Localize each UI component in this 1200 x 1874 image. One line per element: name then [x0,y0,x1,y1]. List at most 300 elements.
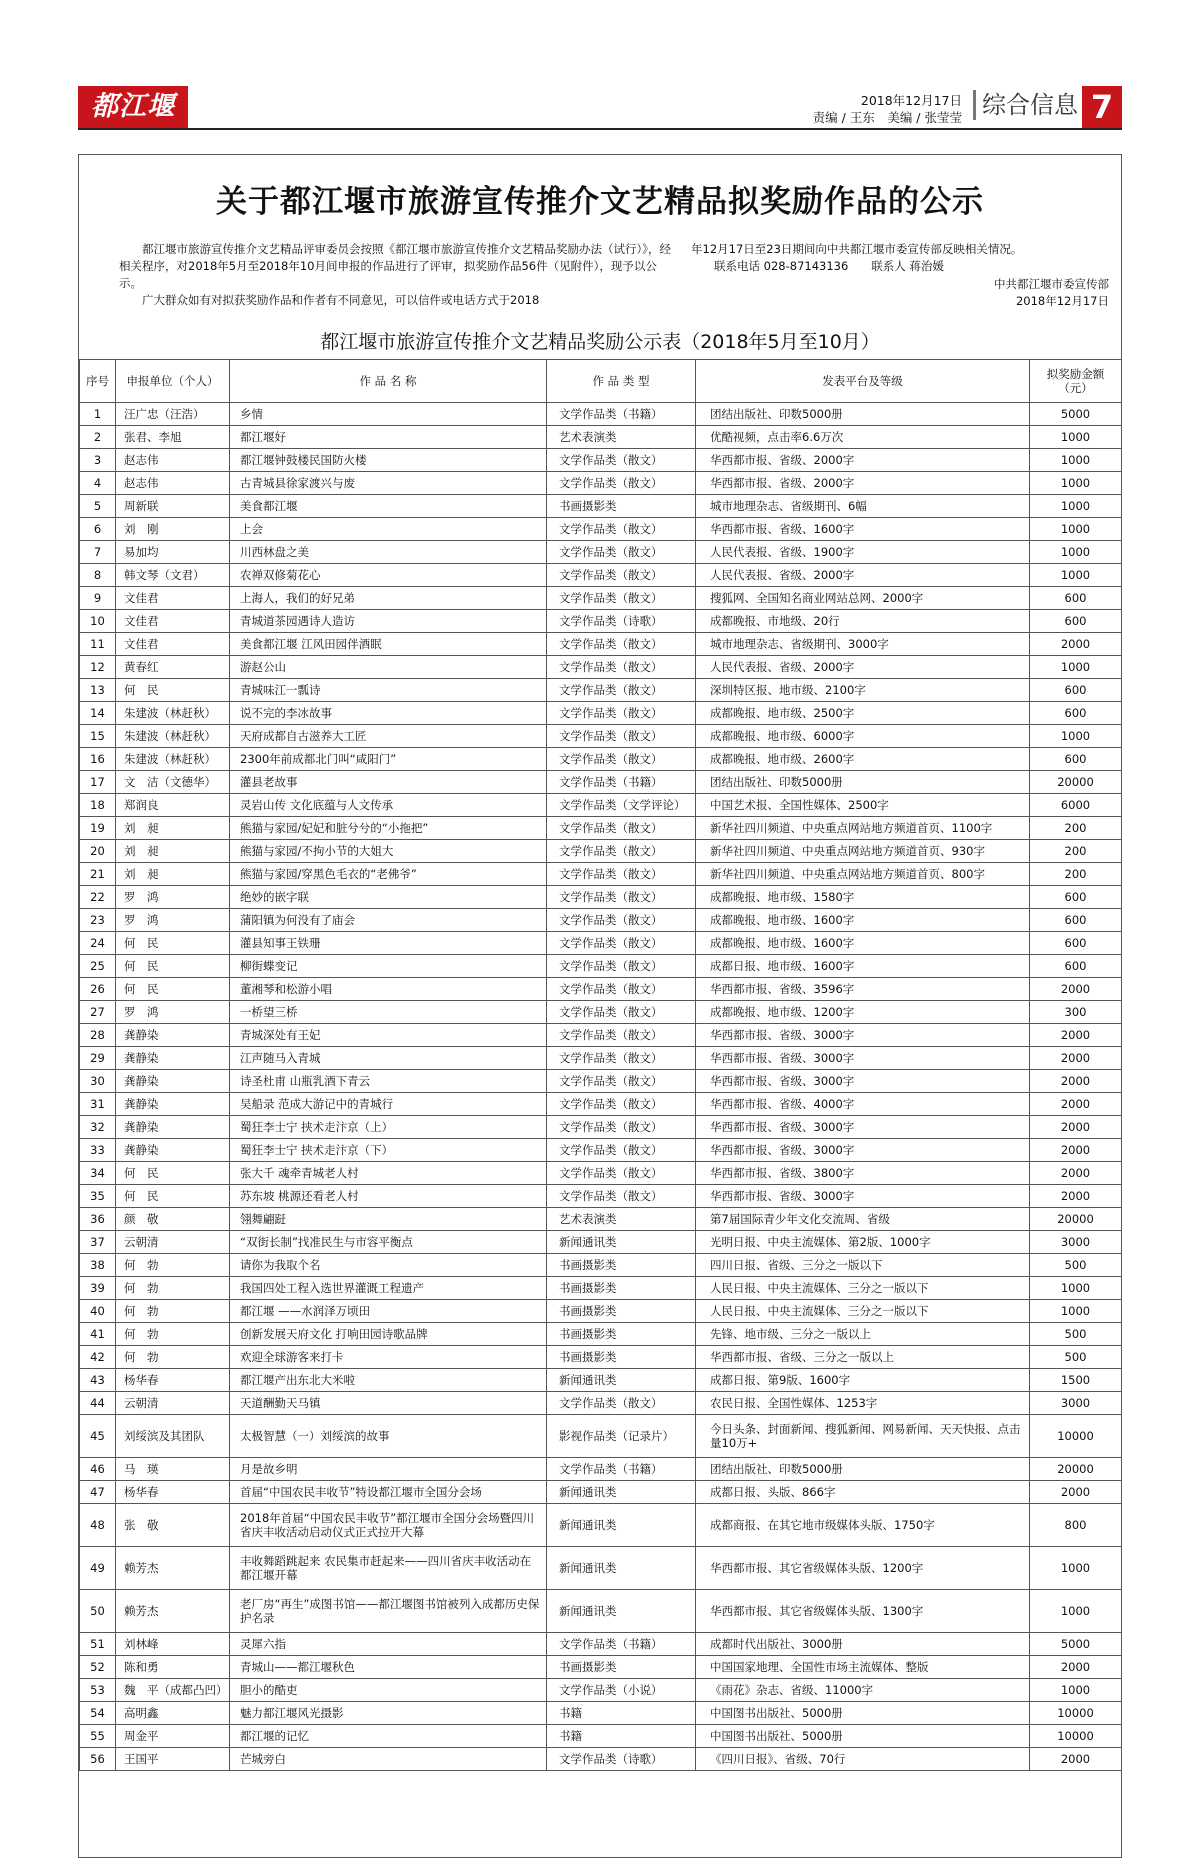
cell-no: 29 [80,1047,116,1070]
header-amount: 拟奖励金额（元） [1030,360,1122,403]
cell-platform: 人民日报、中央主流媒体、三分之一版以下 [696,1277,1030,1300]
cell-platform: 城市地理杂志、省级期刊、3000字 [696,633,1030,656]
cell-amount: 1000 [1030,495,1122,518]
cell-platform: 城市地理杂志、省级期刊、6幅 [696,495,1030,518]
cell-work: 胆小的酷吏 [230,1679,547,1702]
cell-no: 7 [80,541,116,564]
cell-no: 53 [80,1679,116,1702]
cell-type: 书画摄影类 [547,1277,696,1300]
cell-work: 吴船录 范成大游记中的青城行 [230,1093,547,1116]
cell-type: 文学作品类（书籍） [547,771,696,794]
cell-platform: 农民日报、全国性媒体、1253字 [696,1392,1030,1415]
cell-amount: 2000 [1030,1481,1122,1504]
signature-date: 2018年12月17日 [1015,294,1109,308]
cell-unit: 罗 鸿 [116,909,230,932]
table-title: 都江堰市旅游宣传推介文艺精品奖励公示表（2018年5月至10月） [320,331,880,353]
cell-work: 首届“中国农民丰收节”特设都江堰市全国分会场 [230,1481,547,1504]
table-row [80,1346,1122,1369]
cell-platform: 中国国家地理、全国性市场主流媒体、整版 [696,1656,1030,1679]
cell-amount: 1000 [1030,725,1122,748]
masthead [78,86,1122,164]
cell-type: 文学作品类（散文） [547,1001,696,1024]
cell-platform: 成都晚报、地市级、2500字 [696,702,1030,725]
cell-work: 诗圣杜甫 山瓶乳酒下青云 [230,1070,547,1093]
cell-work: 都江堰的记忆 [230,1725,547,1748]
cell-platform: 先锋、地市级、三分之一版以上 [696,1323,1030,1346]
cell-unit: 张君、李旭 [116,426,230,449]
cell-no: 14 [80,702,116,725]
table-row [80,610,1122,633]
cell-unit: 龚静染 [116,1024,230,1047]
cell-unit: 魏 平（成都凸凹） [116,1679,230,1702]
page-number: 7 [1082,86,1122,128]
intro-left-column [119,241,679,309]
cell-unit: 周金平 [116,1725,230,1748]
cell-type: 文学作品类（散文） [547,633,696,656]
cell-no: 43 [80,1369,116,1392]
header-type: 作 品 类 型 [547,360,696,403]
cell-unit: 文佳君 [116,587,230,610]
cell-unit: 陈和勇 [116,1656,230,1679]
cell-type: 文学作品类（诗歌） [547,610,696,633]
cell-unit: 何 勃 [116,1254,230,1277]
table-row [80,1185,1122,1208]
cell-amount: 20000 [1030,771,1122,794]
header-no: 序号 [80,360,116,403]
cell-unit: 文佳君 [116,610,230,633]
cell-platform: 成都日报、第9版、1600字 [696,1369,1030,1392]
table-row [80,1001,1122,1024]
cell-no: 23 [80,909,116,932]
cell-platform: 成都晚报、地市级、1600字 [696,932,1030,955]
cell-no: 26 [80,978,116,1001]
cell-platform: 华西都市报、省级、4000字 [696,1093,1030,1116]
cell-type: 书画摄影类 [547,1656,696,1679]
table-row [80,1277,1122,1300]
cell-work: 天道酬勤天马镇 [230,1392,547,1415]
cell-platform: 《雨花》杂志、省级、11000字 [696,1679,1030,1702]
table-row [80,1139,1122,1162]
cell-work: 游赵公山 [230,656,547,679]
cell-unit: 何 民 [116,679,230,702]
table-row [80,725,1122,748]
cell-platform: 华西都市报、省级、3000字 [696,1139,1030,1162]
table-row [80,633,1122,656]
cell-platform: 成都日报、地市级、1600字 [696,955,1030,978]
cell-no: 56 [80,1748,116,1771]
cell-unit: 何 民 [116,932,230,955]
issue-date: 2018年12月17日 [860,93,962,108]
cell-amount: 10000 [1030,1415,1122,1458]
table-row [80,1633,1122,1656]
cell-no: 5 [80,495,116,518]
cell-platform: 新华社四川频道、中央重点网站地方频道首页、930字 [696,840,1030,863]
cell-type: 文学作品类（散文） [547,1392,696,1415]
intro-paragraph-2: 广大群众如有对拟获奖励作品和作者有不同意见，可以信件或电话方式于2018 [142,293,540,307]
cell-no: 42 [80,1346,116,1369]
cell-no: 4 [80,472,116,495]
cell-type: 文学作品类（散文） [547,541,696,564]
cell-type: 文学作品类（散文） [547,702,696,725]
cell-amount: 600 [1030,932,1122,955]
table-row [80,1656,1122,1679]
cell-unit: 张 敬 [116,1504,230,1547]
cell-platform: 人民日报、中央主流媒体、三分之一版以下 [696,1300,1030,1323]
cell-amount: 1000 [1030,564,1122,587]
cell-type: 新闻通讯类 [547,1231,696,1254]
cell-no: 15 [80,725,116,748]
cell-no: 48 [80,1504,116,1547]
cell-type: 艺术表演类 [547,426,696,449]
signature-org: 中共都江堰市委宣传部 [994,277,1109,291]
cell-type: 文学作品类（散文） [547,725,696,748]
cell-no: 6 [80,518,116,541]
header-unit: 申报单位（个人） [116,360,230,403]
table-row [80,1392,1122,1415]
cell-amount: 500 [1030,1254,1122,1277]
cell-amount: 300 [1030,1001,1122,1024]
cell-no: 39 [80,1277,116,1300]
cell-unit: 赵志伟 [116,449,230,472]
cell-type: 文学作品类（散文） [547,840,696,863]
cell-unit: 易加均 [116,541,230,564]
table-row [80,541,1122,564]
table-row [80,771,1122,794]
cell-work: 江声随马入青城 [230,1047,547,1070]
cell-amount: 1000 [1030,1679,1122,1702]
cell-work: 2300年前成都北门叫“咸阳门” [230,748,547,771]
cell-amount: 1000 [1030,541,1122,564]
table-row [80,955,1122,978]
cell-platform: 华西都市报、其它省级媒体头版、1300字 [696,1590,1030,1633]
cell-platform: 人民代表报、省级、1900字 [696,541,1030,564]
cell-no: 22 [80,886,116,909]
cell-unit: 云朝清 [116,1231,230,1254]
cell-work: 古青城县徐家渡兴与废 [230,472,547,495]
cell-platform: 成都日报、头版、866字 [696,1481,1030,1504]
table-row [80,863,1122,886]
cell-amount: 600 [1030,610,1122,633]
cell-amount: 1000 [1030,449,1122,472]
table-row [80,978,1122,1001]
cell-no: 54 [80,1702,116,1725]
cell-amount: 600 [1030,702,1122,725]
cell-unit: 杨华春 [116,1481,230,1504]
cell-type: 新闻通讯类 [547,1504,696,1547]
cell-type: 文学作品类（散文） [547,449,696,472]
cell-unit: 郑润良 [116,794,230,817]
cell-amount: 1000 [1030,426,1122,449]
cell-unit: 龚静染 [116,1047,230,1070]
cell-type: 文学作品类（散文） [547,909,696,932]
cell-work: 农禅双修菊花心 [230,564,547,587]
cell-type: 文学作品类（散文） [547,817,696,840]
cell-amount: 600 [1030,955,1122,978]
table-row [80,1070,1122,1093]
cell-type: 文学作品类（散文） [547,1162,696,1185]
cell-type: 新闻通讯类 [547,1590,696,1633]
table-row [80,1047,1122,1070]
cell-type: 文学作品类（书籍） [547,403,696,426]
cell-type: 艺术表演类 [547,1208,696,1231]
cell-platform: 成都晚报、市地级、20行 [696,610,1030,633]
cell-platform: 成都晚报、地市级、1600字 [696,909,1030,932]
cell-no: 36 [80,1208,116,1231]
cell-amount: 2000 [1030,633,1122,656]
cell-platform: 人民代表报、省级、2000字 [696,656,1030,679]
cell-work: 说不完的李冰故事 [230,702,547,725]
cell-amount: 2000 [1030,1070,1122,1093]
cell-work: 创新发展天府文化 打响田园诗歌品牌 [230,1323,547,1346]
cell-amount: 1500 [1030,1369,1122,1392]
cell-no: 24 [80,932,116,955]
cell-unit: 赵志伟 [116,472,230,495]
cell-unit: 何 勃 [116,1277,230,1300]
table-row [80,679,1122,702]
cell-unit: 刘 刚 [116,518,230,541]
cell-platform: 成都晚报、地市级、1200字 [696,1001,1030,1024]
cell-type: 文学作品类（散文） [547,1116,696,1139]
cell-no: 32 [80,1116,116,1139]
cell-no: 33 [80,1139,116,1162]
cell-work: 都江堰钟鼓楼民国防火楼 [230,449,547,472]
cell-type: 文学作品类（文学评论） [547,794,696,817]
cell-type: 文学作品类（小说） [547,1679,696,1702]
cell-type: 文学作品类（散文） [547,1047,696,1070]
cell-work: 芒城旁白 [230,1748,547,1771]
cell-unit: 韩文琴（文君） [116,564,230,587]
table-row [80,840,1122,863]
cell-platform: 中国图书出版社、5000册 [696,1725,1030,1748]
cell-amount: 2000 [1030,1185,1122,1208]
table-row [80,1231,1122,1254]
cell-work: 熊猫与家园/穿黑色毛衣的“老佛爷” [230,863,547,886]
cell-platform: 成都晚报、地市级、1580字 [696,886,1030,909]
cell-no: 37 [80,1231,116,1254]
cell-no: 51 [80,1633,116,1656]
cell-platform: 华西都市报、省级、2000字 [696,472,1030,495]
cell-type: 文学作品类（散文） [547,587,696,610]
cell-amount: 500 [1030,1323,1122,1346]
cell-work: 蜀狂李士宁 挟术走汴京（上） [230,1116,547,1139]
table-row [80,1547,1122,1590]
cell-type: 文学作品类（散文） [547,1185,696,1208]
cell-no: 49 [80,1547,116,1590]
cell-type: 影视作品类（记录片） [547,1415,696,1458]
cell-work: 张大千 魂牵青城老人村 [230,1162,547,1185]
cell-unit: 朱建波（林赶秋） [116,748,230,771]
cell-no: 11 [80,633,116,656]
cell-type: 文学作品类（散文） [547,748,696,771]
table-row [80,817,1122,840]
table-row [80,1208,1122,1231]
cell-work: “双街长制”找准民生与市容平衡点 [230,1231,547,1254]
cell-amount: 2000 [1030,978,1122,1001]
cell-type: 文学作品类（诗歌） [547,1748,696,1771]
cell-no: 45 [80,1415,116,1458]
header-platform: 发表平台及等级 [696,360,1030,403]
cell-amount: 1000 [1030,472,1122,495]
cell-work: 苏东坡 桃源还看老人村 [230,1185,547,1208]
header-divider [78,128,1122,130]
cell-platform: 第7届国际青少年文化交流周、省级 [696,1208,1030,1231]
cell-unit: 何 民 [116,955,230,978]
cell-no: 8 [80,564,116,587]
cell-platform: 华西都市报、省级、3596字 [696,978,1030,1001]
intro-right-column [691,241,1111,275]
cell-unit: 龚静染 [116,1139,230,1162]
cell-work: 都江堰产出东北大米啦 [230,1369,547,1392]
cell-work: 丰收舞蹈跳起来 农民集市赶起来——四川省庆丰收活动在都江堰开幕 [230,1547,547,1590]
cell-no: 20 [80,840,116,863]
cell-no: 41 [80,1323,116,1346]
cell-platform: 光明日报、中央主流媒体、第2版、1000字 [696,1231,1030,1254]
cell-no: 1 [80,403,116,426]
table-row [80,1702,1122,1725]
table-row [80,1300,1122,1323]
cell-amount: 2000 [1030,1047,1122,1070]
cell-amount: 500 [1030,1346,1122,1369]
issue-info [813,92,962,126]
cell-no: 40 [80,1300,116,1323]
cell-work: 我国四处工程入选世界灌溉工程遗产 [230,1277,547,1300]
cell-unit: 高明鑫 [116,1702,230,1725]
cell-amount: 2000 [1030,1656,1122,1679]
cell-amount: 5000 [1030,403,1122,426]
cell-platform: 华西都市报、省级、3800字 [696,1162,1030,1185]
cell-work: 蒲阳镇为何没有了庙会 [230,909,547,932]
cell-platform: 中国图书出版社、5000册 [696,1702,1030,1725]
cell-no: 3 [80,449,116,472]
cell-no: 34 [80,1162,116,1185]
cell-type: 书画摄影类 [547,1323,696,1346]
cell-work: 青城深处有王妃 [230,1024,547,1047]
cell-amount: 200 [1030,840,1122,863]
cell-work: 翎舞翩跹 [230,1208,547,1231]
cell-amount: 5000 [1030,1633,1122,1656]
cell-no: 12 [80,656,116,679]
cell-amount: 2000 [1030,1162,1122,1185]
cell-amount: 600 [1030,886,1122,909]
cell-work: 灌县老故事 [230,771,547,794]
section-name: 综合信息 [973,90,1078,120]
cell-platform: 华西都市报、省级、3000字 [696,1185,1030,1208]
cell-work: 柳街蝶变记 [230,955,547,978]
cell-unit: 何 民 [116,978,230,1001]
cell-unit: 罗 鸿 [116,1001,230,1024]
cell-work: 老厂房“再生”成图书馆——都江堰图书馆被列入成都历史保护名录 [230,1590,547,1633]
table-row [80,1504,1122,1547]
cell-platform: 华西都市报、省级、3000字 [696,1116,1030,1139]
cell-type: 文学作品类（散文） [547,1024,696,1047]
cell-no: 27 [80,1001,116,1024]
table-row [80,1679,1122,1702]
cell-type: 书画摄影类 [547,1254,696,1277]
cell-work: 魅力都江堰风光摄影 [230,1702,547,1725]
table-row [80,449,1122,472]
cell-amount: 1000 [1030,1300,1122,1323]
cell-platform: 华西都市报、其它省级媒体头版、1200字 [696,1547,1030,1590]
cell-platform: 今日头条、封面新闻、搜狐新闻、网易新闻、天天快报、点击量10万+ [696,1415,1030,1458]
cell-platform: 华西都市报、省级、3000字 [696,1070,1030,1093]
cell-work: 乡情 [230,403,547,426]
cell-platform: 华西都市报、省级、2000字 [696,449,1030,472]
awards-table [79,359,1122,1771]
cell-work: 都江堰 ——水润泽万顷田 [230,1300,547,1323]
cell-unit: 颜 敬 [116,1208,230,1231]
cell-unit: 朱建波（林赶秋） [116,725,230,748]
cell-unit: 马 瑛 [116,1458,230,1481]
cell-no: 18 [80,794,116,817]
cell-work: 蜀狂李士宁 挟术走汴京（下） [230,1139,547,1162]
cell-amount: 20000 [1030,1208,1122,1231]
cell-platform: 华西都市报、省级、3000字 [696,1047,1030,1070]
cell-work: 熊猫与家园/妃妃和脏兮兮的“小拖把” [230,817,547,840]
cell-amount: 200 [1030,863,1122,886]
cell-work: 美食都江堰 江风田园伴酒眠 [230,633,547,656]
cell-unit: 云朝清 [116,1392,230,1415]
newspaper-logo: 都江堰报 [78,86,188,128]
cell-type: 新闻通讯类 [547,1481,696,1504]
cell-amount: 20000 [1030,1458,1122,1481]
cell-amount: 2000 [1030,1116,1122,1139]
cell-unit: 刘 昶 [116,817,230,840]
cell-type: 文学作品类（散文） [547,518,696,541]
cell-work: 美食都江堰 [230,495,547,518]
table-row [80,886,1122,909]
cell-amount: 600 [1030,679,1122,702]
notice-title: 关于都江堰市旅游宣传推介文艺精品拟奖励作品的公示 [216,184,984,220]
cell-type: 文学作品类（散文） [547,932,696,955]
table-row [80,1481,1122,1504]
table-row [80,1093,1122,1116]
cell-type: 文学作品类（散文） [547,955,696,978]
cell-platform: 成都时代出版社、3000册 [696,1633,1030,1656]
cell-work: 天府成都自古滋养大工匠 [230,725,547,748]
cell-work: 太极智慧（一）刘绥滨的故事 [230,1415,547,1458]
cell-unit: 何 勃 [116,1346,230,1369]
signature-block [994,276,1109,310]
cell-work: 青城味江一瓢诗 [230,679,547,702]
cell-no: 38 [80,1254,116,1277]
cell-work: 都江堰好 [230,426,547,449]
cell-platform: 团结出版社、印数5000册 [696,771,1030,794]
cell-amount: 3000 [1030,1392,1122,1415]
cell-unit: 龚静染 [116,1070,230,1093]
cell-work: 灵犀六指 [230,1633,547,1656]
cell-unit: 刘林峰 [116,1633,230,1656]
table-row [80,1725,1122,1748]
cell-no: 9 [80,587,116,610]
cell-unit: 龚静染 [116,1093,230,1116]
cell-amount: 1000 [1030,1547,1122,1590]
cell-amount: 600 [1030,587,1122,610]
cell-amount: 600 [1030,748,1122,771]
cell-unit: 刘 昶 [116,840,230,863]
cell-amount: 1000 [1030,1277,1122,1300]
cell-unit: 何 民 [116,1162,230,1185]
table-row [80,1323,1122,1346]
cell-no: 21 [80,863,116,886]
table-row [80,564,1122,587]
cell-amount: 1000 [1030,518,1122,541]
cell-type: 书籍 [547,1702,696,1725]
cell-unit: 龚静染 [116,1116,230,1139]
cell-no: 46 [80,1458,116,1481]
cell-unit: 汪广忠（汪浩） [116,403,230,426]
contact-line: 联系电话 028-87143136 联系人 蒋治媛 [714,259,944,273]
cell-unit: 何 勃 [116,1300,230,1323]
